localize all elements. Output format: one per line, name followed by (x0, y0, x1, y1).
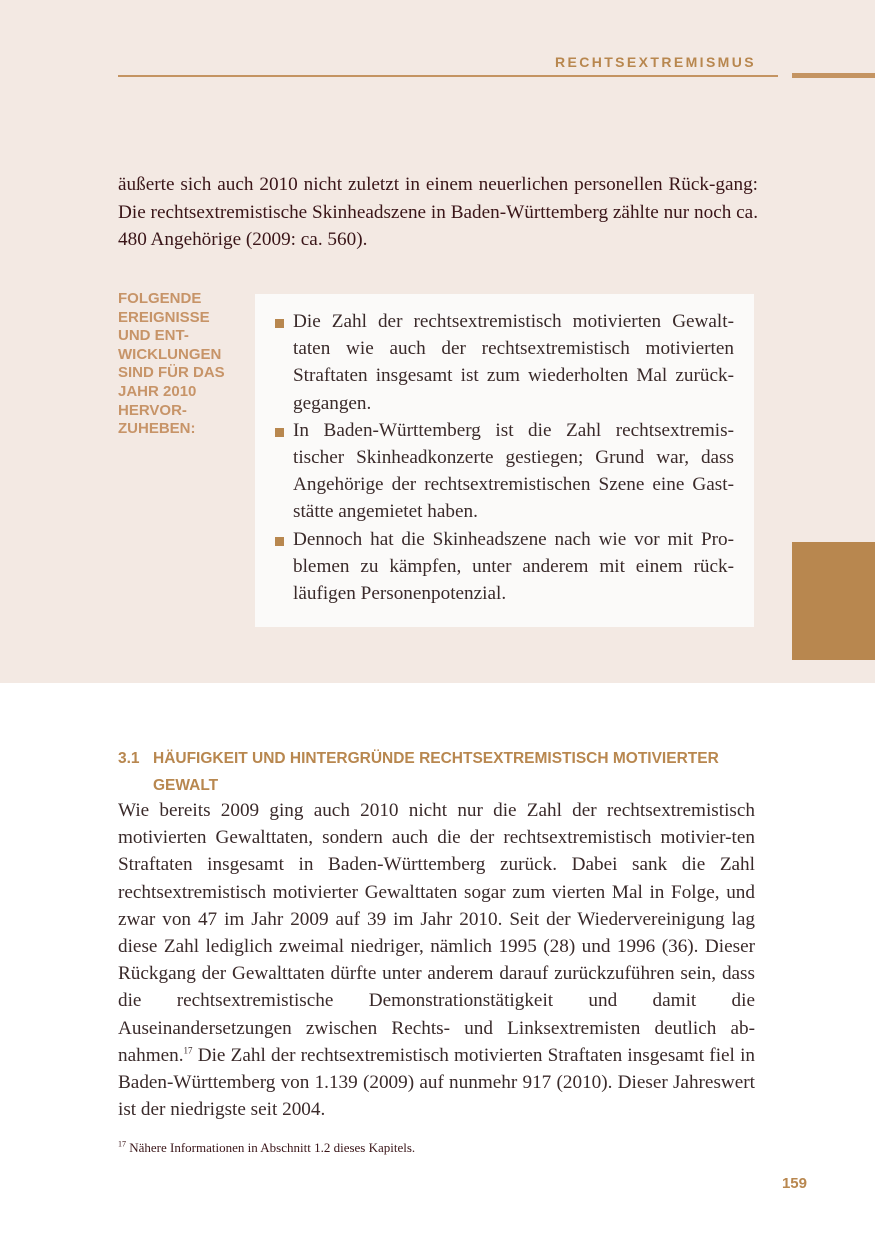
page-number: 159 (781, 1175, 807, 1192)
header-divider-accent (792, 73, 875, 78)
highlight-text: In Baden-Württemberg ist die Zahl rechtsextremis-tischer Skinheadkonzerte gestiegen; Grund war, dass Angehörige der rechtsextremistischen Szene eine Gast-stätte angemietet haben. (293, 419, 734, 523)
sidebar-heading-line: WICKLUNGEN (118, 345, 222, 363)
header-divider (118, 75, 778, 77)
highlight-text: Die Zahl der rechtsextremistisch motivierten Gewalt-taten wie auch der rechtsextremistisch motivierten Straftaten insgesamt ist zum wiederholten Mal zurück-gegangen. (293, 311, 734, 414)
body-text: Wie bereits 2009 ging auch 2010 nicht nur die Zahl der rechtsextremistisch motivierten Gewalttaten, sondern auch die der rechtsextremistisch motivier-ten Straftaten insgesamt in Baden-Württemberg zurück. Dabei sank die Zahl rechtsextremistisch motivierter Gewalttaten sogar zum vierten Mal in Folge, und zwar von 47 im Jahr 2009 auf 39 im Jahr 2010. Seit der Wiedervereinigung lag diese Zahl lediglich zweimal niedriger, nämlich 1995 (28) und 1996 (36). Dieser Rückgang der Gewalttaten dürfte unter anderem darauf zurückzuführen sein, dass die rechtsextremistische Demonstrationstätigkeit und damit die Auseinandersetzungen zwischen Rechts- und Linksextremisten deutlich ab-nahmen. (118, 800, 755, 1066)
footnote-reference[interactable]: 17 (183, 1045, 193, 1056)
highlight-item (275, 308, 734, 417)
body-paragraph (118, 797, 755, 1123)
sidebar-heading-line: FOLGENDE (118, 290, 202, 307)
sidebar-heading-line: HERVOR- (118, 401, 187, 419)
sidebar-heading-line: JAHR 2010 (118, 382, 197, 400)
running-title: RECHTSEXTREMISMUS (554, 54, 756, 70)
highlight-item (275, 526, 734, 608)
square-bullet-icon (275, 319, 284, 328)
footnote (118, 1140, 758, 1156)
sidebar-heading (118, 290, 248, 439)
sidebar-heading-line: EREIGNISSE (118, 308, 210, 326)
sidebar-heading-line: ZUHEBEN: (118, 420, 196, 438)
section-title: HÄUFIGKEIT UND HINTERGRÜNDE RECHTSEXTREMISTISCH MOTIVIERTER GEWALT (153, 750, 719, 794)
footnote-mark: 17 (118, 1139, 126, 1149)
intro-paragraph: äußerte sich auch 2010 nicht zuletzt in einem neuerlichen personellen Rück-gang: Die rechtsextremistische Skinheadszene in Baden-Württemberg zählte nur noch ca. 480 Angehörige (2009: ca. 560). (118, 174, 758, 250)
section-number: 3.1 (118, 750, 140, 767)
highlights-box (255, 294, 754, 627)
square-bullet-icon (275, 537, 284, 546)
sidebar-heading-line: UND ENT- (118, 327, 189, 345)
footnote-text: Nähere Informationen in Abschnitt 1.2 dieses Kapitels. (126, 1140, 416, 1155)
section-heading (118, 745, 758, 799)
highlight-text: Dennoch hat die Skinheadszene nach wie vor mit Pro-blemen zu kämpfen, unter anderem mit einem rück-läufigen Personenpotenzial. (293, 528, 734, 605)
chapter-tab-marker (792, 542, 875, 660)
body-text: Die Zahl der rechtsextremistisch motivierten Straftaten insgesamt fiel in Baden-Württemberg von 1.139 (2009) auf nunmehr 917 (2010). Dieser Jahreswert ist der niedrigste seit 2004. (118, 1044, 755, 1121)
sidebar-heading-line: SIND FÜR DAS (118, 364, 225, 382)
highlights-list (275, 308, 734, 607)
square-bullet-icon (275, 428, 284, 437)
highlight-item (275, 417, 734, 526)
